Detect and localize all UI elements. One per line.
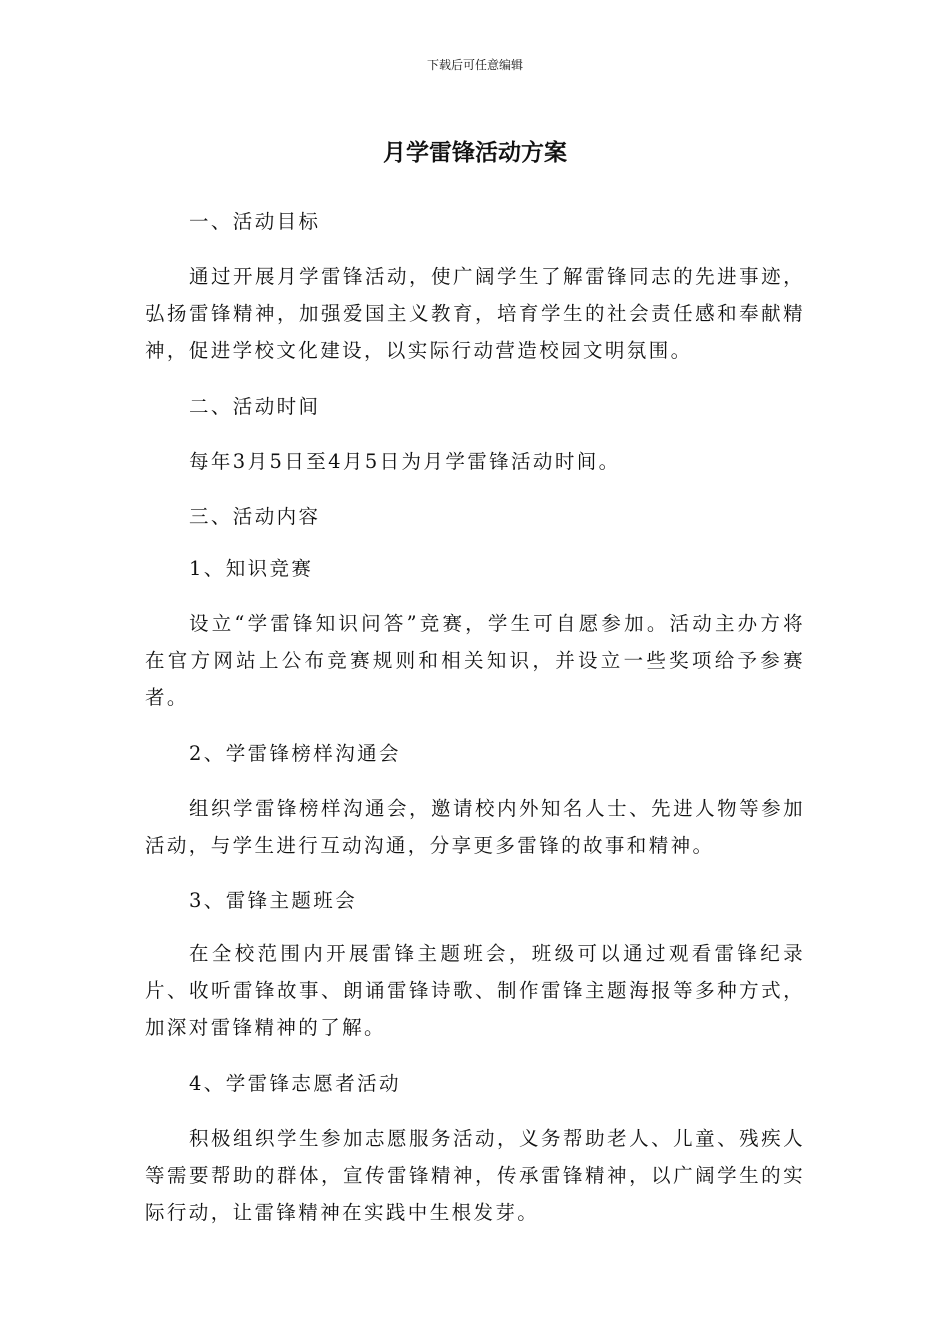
paragraph-volunteer-activity: 积极组织学生参加志愿服务活动，义务帮助老人、儿童、残疾人等需要帮助的群体，宣传雷锋精神，传承雷锋精神，以广阔学生的实际行动，让雷锋精神在实践中生根发芽。	[145, 1127, 805, 1224]
page-header-note: 下载后可任意编辑	[426, 58, 523, 72]
subheading-knowledge-contest: 1、知识竞赛	[189, 557, 314, 580]
paragraph-theme-class-meeting: 在全校范围内开展雷锋主题班会，班级可以通过观看雷锋纪录片、收听雷锋故事、朗诵雷锋诗歌、制作雷锋主题海报等多种方式，加深对雷锋精神的了解。	[145, 942, 805, 1039]
paragraph-time: 每年3月5日至4月5日为月学雷锋活动时间。	[189, 450, 621, 473]
subheading-volunteer-activity: 4、学雷锋志愿者活动	[189, 1072, 401, 1095]
paragraph-role-model-meeting: 组织学雷锋榜样沟通会，邀请校内外知名人士、先进人物等参加活动，与学生进行互动沟通，分享更多雷锋的故事和精神。	[145, 797, 805, 857]
section-heading-content: 三、活动内容	[189, 505, 321, 528]
section-heading-time: 二、活动时间	[189, 395, 321, 418]
document-title: 月学雷锋活动方案	[383, 140, 567, 166]
section-heading-objectives: 一、活动目标	[189, 210, 321, 233]
subheading-role-model-meeting: 2、学雷锋榜样沟通会	[189, 742, 401, 765]
subheading-theme-class-meeting: 3、雷锋主题班会	[189, 889, 358, 912]
paragraph-objectives: 通过开展月学雷锋活动，使广阔学生了解雷锋同志的先进事迹，弘扬雷锋精神，加强爱国主义教育，培育学生的社会责任感和奉献精神，促进学校文化建设，以实际行动营造校园文明氛围。	[145, 265, 805, 362]
paragraph-knowledge-contest: 设立“学雷锋知识问答”竞赛，学生可自愿参加。活动主办方将在官方网站上公布竞赛规则和相关知识，并设立一些奖项给予参赛者。	[145, 612, 805, 709]
